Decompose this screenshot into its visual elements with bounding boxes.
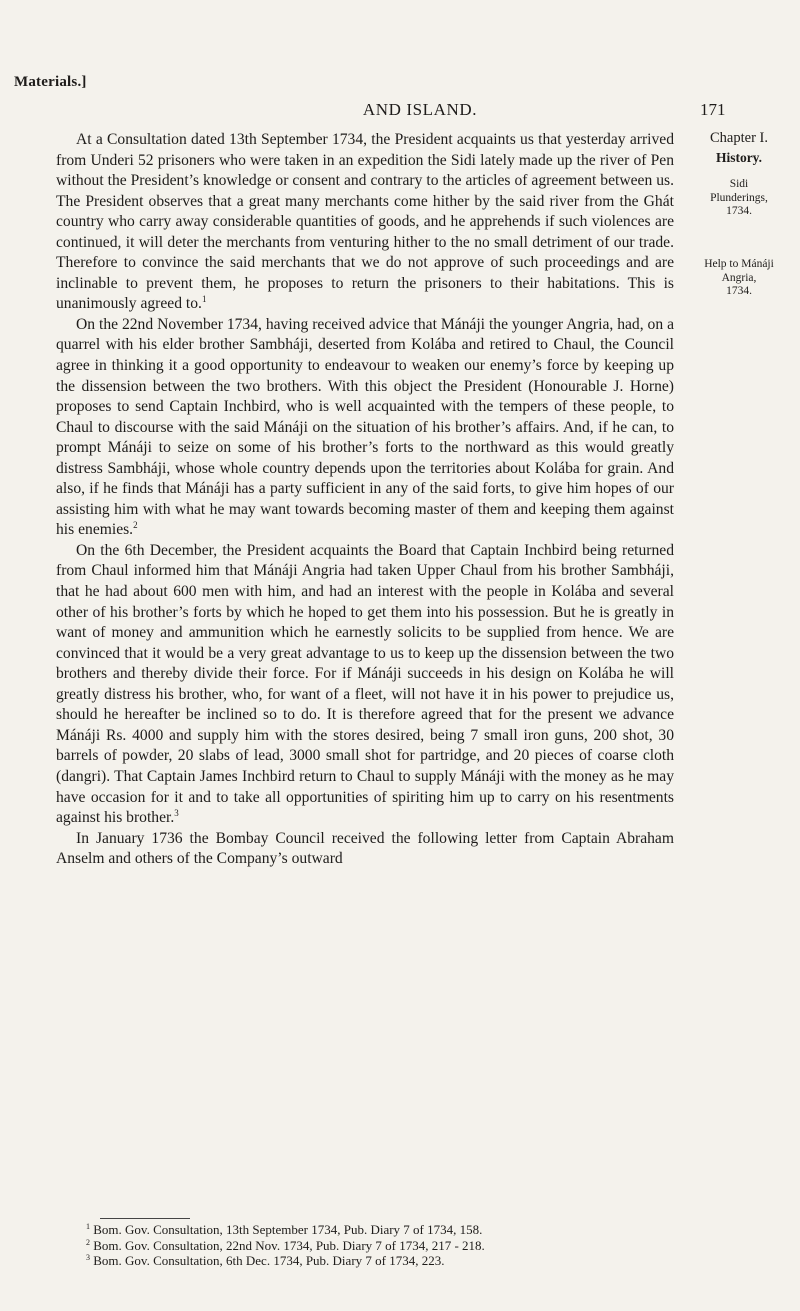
paragraph-text: In January 1736 the Bombay Council received the following letter from Captain Abraham Anselm and others of the Company’s outward — [56, 829, 674, 868]
margin-chapter: Chapter I. — [710, 130, 768, 146]
footnote — [86, 1238, 686, 1254]
margin-note-sidi-plunderings — [680, 178, 798, 219]
paragraph — [56, 541, 674, 829]
paragraph-text: On the 22nd November 1734, having received advice that Mánáji the younger Angria, had, on a quarrel with his elder brother Sambháji, deserted from Kolába and retired to Chaul, the Council agree in thinking it a good opportunity to endeavour to weaken our enemy’s force by keeping up the dissension between the two brothers. With this object the President (Honourable J. Horne) proposes to send Captain Inchbird, who is well acquainted with the tempers of these people, to Chaul to discourse with the said Mánáji on the situation of his brother’s affairs. And, if he can, to prompt Mánáji to seize on some of his brother’s forts to the northward as this would greatly distress Sambháji, whose whole country depends upon the territories about Kolába for grain. And also, if he finds that Mánáji has a party sufficient in any of the said forts, to give him hopes of our assisting him with what he may want towards becoming master of them and keeping them against his enemies. — [56, 315, 674, 539]
paragraph — [56, 315, 674, 541]
footnote-text: Bom. Gov. Consultation, 22nd Nov. 1734, Pub. Diary 7 of 1734, 217 - 218. — [93, 1237, 485, 1253]
margin-history: History. — [715, 150, 763, 165]
running-title — [0, 100, 800, 120]
footnote — [86, 1222, 686, 1238]
footnote-ref: 1 — [201, 294, 207, 305]
footnote-text: Bom. Gov. Consultation, 13th September 1734, Pub. Diary 7 of 1734, 158. — [93, 1222, 483, 1237]
paragraph — [56, 829, 674, 870]
body-text — [56, 130, 674, 870]
footnote — [86, 1253, 686, 1269]
footnotes — [86, 1222, 686, 1269]
margin-line: 1734. — [726, 205, 752, 217]
margin-line: Help to Mánáji — [704, 258, 774, 270]
paragraph — [56, 130, 674, 315]
running-title-text: AND ISLAND. — [362, 100, 478, 119]
margin-line: Sidi — [729, 178, 749, 190]
margin-note-help-to-manaji — [680, 258, 798, 299]
footnote-rule — [100, 1218, 190, 1219]
margin-line: 1734. — [726, 285, 752, 297]
footnote-marker: 2 — [86, 1237, 90, 1247]
footnote-ref: 2 — [133, 520, 138, 531]
paragraph-text: On the 6th December, the President acquaints the Board that Captain Inchbird being returned from Chaul informed him that Mánáji Angria had taken Upper Chaul from his brother Sambháji, that he had about 600 men with him, and had an interest with the people in Kolába and several other of his brother’s forts by which he hoped to get them into his possession. But he is greatly in want of money and ammunition which he earnestly solicits to be supplied from hence. We are convinced that it would be a very great advantage to us to keep up the dissension between the two brothers and thereby divide their force. For if Mánáji succeeds in his design on Kolába he will greatly distress his brother, who, for want of a fleet, will not have it in his power to prejudice us, should he hereafter be inclined so to do. It is therefore agreed that for the present we advance Mánáji Rs. 4000 and supply him with the stores desired, being 7 small iron guns, 200 shot, 30 barrels of powder, 20 slabs of lead, 3000 small shot for partridge, and 20 pieces of coarse cloth (dangri). That Captain James Inchbird return to Chaul to supply Mánáji with the money as he may have occasion for it and to take all opportunities of spiriting him up to carry on his resentments against his brother. — [56, 541, 674, 827]
paragraph-text: At a Consultation dated 13th September 1734, the President acquaints us that yesterday arrived from Underi 52 prisoners who were taken in an expedition the Sidi lately made up the river of Pen without the President’s knowledge or consent and contrary to the articles of agreement between us. The President observes that a great many merchants come hither by the said river from the Ghát country who carry away considerable quantities of goods, and he apprehends if such violences are continued, it will deter the merchants from venturing hither to the no small detriment of our trade. Therefore to convince the said merchants that we do not approve of such proceedings and are inclinable to prevent them, he proposes to return the prisoners to their habitations. This is unanimously agreed to. — [56, 131, 674, 313]
footnote-marker: 1 — [86, 1222, 90, 1231]
margin-line: Plunderings, — [710, 191, 768, 204]
footnote-marker: 3 — [86, 1253, 90, 1262]
footnote-text: Bom. Gov. Consultation, 6th Dec. 1734, Pub. Diary 7 of 1734, 223. — [93, 1253, 445, 1268]
footnote-ref: 3 — [174, 808, 179, 819]
margin-line: Angria, — [721, 271, 757, 284]
page-number: 171 — [700, 100, 726, 119]
section-label: Materials.] — [14, 74, 87, 90]
